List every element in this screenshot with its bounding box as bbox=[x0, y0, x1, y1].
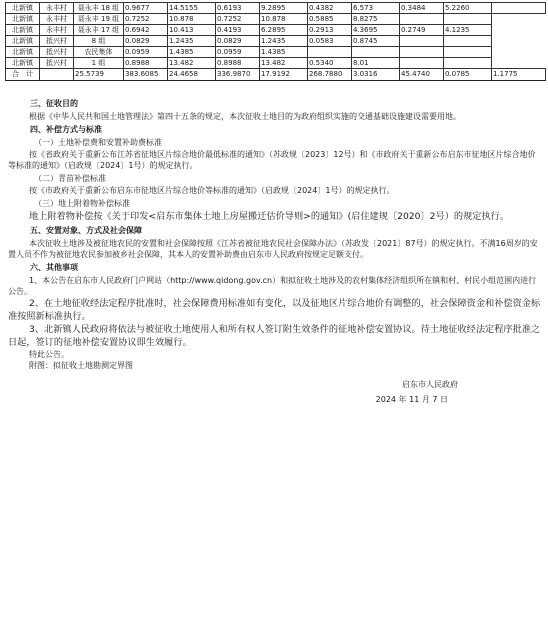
table-cell: 9.2895 bbox=[260, 3, 308, 14]
table-cell: 10.878 bbox=[260, 14, 308, 25]
table-cell: 0.6942 bbox=[124, 25, 168, 36]
attachment-note: 附图：拟征收土地勘测定界图 bbox=[29, 361, 133, 370]
section-6-item-3: 3、北新镇人民政府将依法与被征收土地使用人和所有权人签订附生效条件的征地补偿安置协议。待土地征收经法定程序批准之日起，签订的征地补偿安置协议即生效履行。 bbox=[8, 324, 541, 348]
section-4-heading: 四、补偿方式与标准 bbox=[30, 125, 102, 134]
table-cell: 0.7252 bbox=[216, 14, 260, 25]
document-body bbox=[8, 98, 542, 405]
table-cell bbox=[400, 36, 444, 47]
table-cell: 13.482 bbox=[260, 58, 308, 69]
section-4-body-1: 按《省政府关于重新公布江苏省征地区片综合地价最低标准的通知》（苏政规〔2023〕12号）和《市政府关于重新公布启东市征地区片综合地价等标准的通知》（启政规〔2024〕1号）的规定执行。 bbox=[8, 150, 536, 170]
table-total-cell: 24.4658 bbox=[168, 69, 216, 81]
table-cell: 0.8988 bbox=[124, 58, 168, 69]
table-cell bbox=[352, 47, 400, 58]
table-cell: 1 组 bbox=[74, 58, 124, 69]
section-3-body: 根据《中华人民共和国土地管理法》第四十五条的规定，本次征收土地目的为政府组织实施的交通基础设施建设需要用地。 bbox=[29, 112, 461, 121]
table-cell: 北新镇 bbox=[6, 47, 40, 58]
table-total-cell: 383.6085 bbox=[124, 69, 168, 81]
table-cell: 0.0959 bbox=[216, 47, 260, 58]
table-total-cell: 3.0316 bbox=[352, 69, 400, 81]
table-total-cell: 17.9192 bbox=[260, 69, 308, 81]
table-total-label: 合 计 bbox=[6, 69, 40, 81]
table-cell: 永丰村 bbox=[40, 3, 74, 14]
table-cell: 抵兴村 bbox=[40, 58, 74, 69]
section-4-body-2: 按《市政府关于重新公布启东市征地区片综合地价等标准的通知》（启政规〔2024〕1号）的规定执行。 bbox=[29, 186, 395, 195]
table-row bbox=[6, 58, 546, 69]
table-cell: 8.01 bbox=[352, 58, 400, 69]
table-cell: 8 组 bbox=[74, 36, 124, 47]
table-cell: 0.5885 bbox=[308, 14, 352, 25]
table-total-cell: 1.1775 bbox=[492, 69, 546, 81]
section-4-body-3: 地上附着物补偿按《关于印发<启东市集体土地上房屋搬迁估价导则>的通知》(启住建规〔2020〕2号）的规定执行。 bbox=[29, 211, 510, 222]
section-4-sub-1: （一）土地补偿费和安置补助费标准 bbox=[34, 138, 162, 147]
table-cell: 14.5155 bbox=[168, 3, 216, 14]
table-total-cell: 336.9870 bbox=[216, 69, 260, 81]
table-row bbox=[6, 14, 546, 25]
section-3-heading: 三、征收目的 bbox=[30, 99, 78, 108]
table-cell: 永丰村 bbox=[40, 14, 74, 25]
table-cell bbox=[400, 14, 444, 25]
table-cell: 6.573 bbox=[352, 3, 400, 14]
section-6-item-1: 1、本公告在启东市人民政府门户网站（http://www.qidong.gov.cn）和拟征收土地涉及的农村集体经济组织所在镇和村、村民小组范围内进行公告。 bbox=[8, 276, 537, 296]
table-cell bbox=[400, 47, 444, 58]
section-5-body: 本次征收土地涉及被征地农民的安置和社会保障按照《江苏省被征地农民社会保障办法》（苏政发〔2021〕87号）的规定执行。不满16周岁的安置人员不作为被征地农民参加被乡社会保障，其本人的安置补助费由启东市人民政府按规定足额支付。 bbox=[8, 239, 538, 259]
table-cell: 0.4193 bbox=[216, 25, 260, 36]
table-cell: 聂永丰 19 组 bbox=[74, 14, 124, 25]
table-row bbox=[6, 36, 546, 47]
table-cell bbox=[492, 3, 546, 14]
table-cell: 抵兴村 bbox=[40, 47, 74, 58]
table-total-cell: 0.0785 bbox=[444, 69, 492, 81]
table-cell: 北新镇 bbox=[6, 14, 40, 25]
table-total-cell: 45.4740 bbox=[400, 69, 444, 81]
table-cell: 0.2749 bbox=[400, 25, 444, 36]
table-cell: 0.0959 bbox=[124, 47, 168, 58]
table-cell: 10.413 bbox=[168, 25, 216, 36]
table-cell: 1.4385 bbox=[168, 47, 216, 58]
table-cell: 6.2895 bbox=[260, 25, 308, 36]
section-4-sub-3: （三）地上附着物补偿标准 bbox=[34, 199, 130, 208]
table-row bbox=[6, 47, 546, 58]
table-total-cell: 268.7880 bbox=[308, 69, 352, 81]
table-cell: 0.9677 bbox=[124, 3, 168, 14]
table-cell: 永丰村 bbox=[40, 25, 74, 36]
table-total-cell bbox=[40, 69, 74, 81]
table-cell: 0.7252 bbox=[124, 14, 168, 25]
section-5-heading: 五、安置对象、方式及社会保障 bbox=[30, 226, 142, 235]
table-cell: 0.3484 bbox=[400, 3, 444, 14]
table-cell: 0.0829 bbox=[216, 36, 260, 47]
section-6-item-2: 2、在土地征收经法定程序批准时，社会保障费用标准如有变化，以及征地区片综合地价有调整的，社会保障资金和补偿资金标准按照新标准执行。 bbox=[8, 298, 541, 322]
table-cell: 0.0829 bbox=[124, 36, 168, 47]
table-cell: 1.4385 bbox=[260, 47, 308, 58]
signature-org: 启东市人民政府 bbox=[402, 380, 458, 389]
table-cell: 4.1235 bbox=[444, 25, 492, 36]
table-row bbox=[6, 3, 546, 14]
land-table bbox=[5, 2, 546, 81]
table-cell: 聂永丰 18 组 bbox=[74, 3, 124, 14]
table-cell: 5.2260 bbox=[444, 3, 492, 14]
table-total-row bbox=[6, 69, 546, 81]
table-cell: 北新镇 bbox=[6, 25, 40, 36]
section-4-sub-2: （二）青苗补偿标准 bbox=[34, 174, 106, 183]
signature-date: 2024 年 11 月 7 日 bbox=[375, 395, 448, 404]
table-cell: 抵兴村 bbox=[40, 36, 74, 47]
table-cell: 0.6193 bbox=[216, 3, 260, 14]
table-cell: 0.8988 bbox=[216, 58, 260, 69]
table-cell: 北新镇 bbox=[6, 3, 40, 14]
table-cell bbox=[400, 58, 444, 69]
table-cell bbox=[444, 47, 492, 58]
table-cell: 0.0583 bbox=[308, 36, 352, 47]
table-total-cell: 25.5739 bbox=[74, 69, 124, 81]
table-cell bbox=[308, 47, 352, 58]
table-cell: 1.2435 bbox=[260, 36, 308, 47]
table-cell: 北新镇 bbox=[6, 58, 40, 69]
table-cell: 10.878 bbox=[168, 14, 216, 25]
table-cell: 0.8745 bbox=[352, 36, 400, 47]
table-cell bbox=[444, 58, 492, 69]
table-cell: 4.3695 bbox=[352, 25, 400, 36]
table-cell: 8.8275 bbox=[352, 14, 400, 25]
table-cell: 1.2435 bbox=[168, 36, 216, 47]
section-6-heading: 六、其他事项 bbox=[30, 263, 78, 272]
table-cell: 13.482 bbox=[168, 58, 216, 69]
table-row bbox=[6, 25, 546, 36]
table-cell: 0.4382 bbox=[308, 3, 352, 14]
table-cell bbox=[444, 36, 492, 47]
table-cell: 0.5340 bbox=[308, 58, 352, 69]
table-cell: 聂永丰 17 组 bbox=[74, 25, 124, 36]
closing-text: 特此公告。 bbox=[29, 350, 69, 359]
table-cell bbox=[444, 14, 492, 25]
table-cell: 农民集体 bbox=[74, 47, 124, 58]
table-cell: 0.2913 bbox=[308, 25, 352, 36]
table-cell: 北新镇 bbox=[6, 36, 40, 47]
